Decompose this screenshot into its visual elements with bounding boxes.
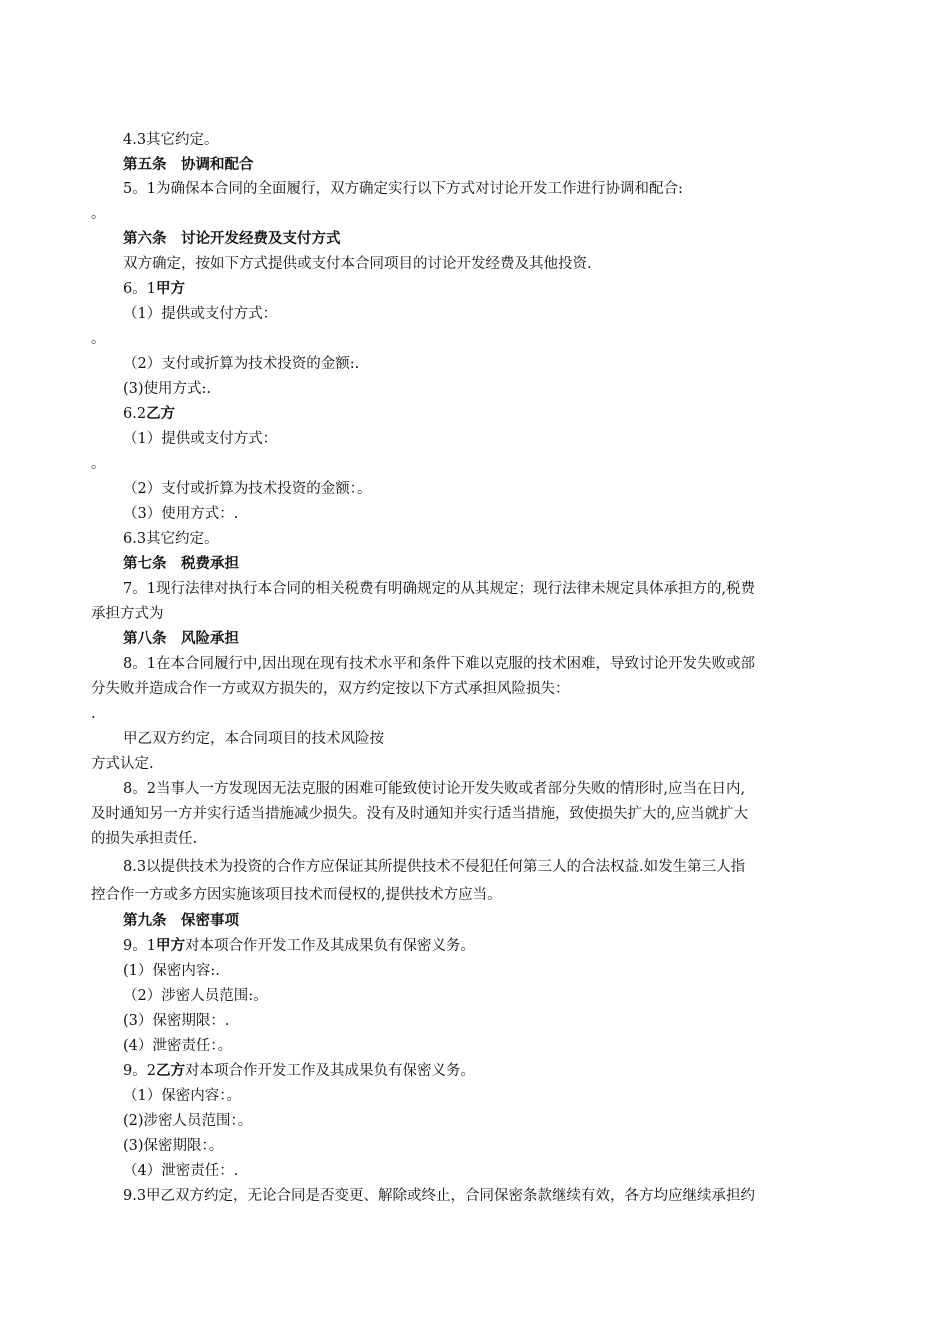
clause-8-3: 8.3以提供技术为投资的合作方应保证其所提供技术不侵犯任何第三人的合法权益.如发生第三人指 xyxy=(123,859,746,875)
article-9-heading: 第九条 保密事项 xyxy=(123,912,239,929)
clause-item: （2）支付或折算为技术投资的金额：。 xyxy=(123,481,372,497)
clause-8-2: 8。2当事人一方发现因无法克服的困难可能致使讨论开发失败或者部分失败的情形时,应当在日内, xyxy=(123,781,746,797)
clause-item: (3)使用方式:. xyxy=(123,381,212,397)
clause-number: 9。2 xyxy=(123,1063,156,1079)
clause-item: （1）提供或支付方式： xyxy=(123,431,278,447)
clause-item: （4）泄密责任：. xyxy=(123,1163,239,1179)
clause-item: （2）支付或折算为技术投资的金额:. xyxy=(123,356,360,372)
clause-item: (3）保密期限：. xyxy=(123,1013,230,1029)
clause-item: (4）泄密责任：。 xyxy=(123,1038,233,1054)
clause-number: 6.2 xyxy=(123,406,147,422)
clause-5-1: 5。1为确保本合同的全面履行，双方确定实行以下方式对讨论开发工作进行协调和配合: xyxy=(123,181,683,197)
clause-text: 对本项合作开发工作及其成果负有保密义务。 xyxy=(184,938,475,954)
blank-line: 。 xyxy=(91,456,106,472)
clause-7-1: 7。1现行法律对执行本合同的相关税费有明确规定的从其规定；现行法律未规定具体承担方的,税费 xyxy=(123,581,756,597)
article-6-heading: 第六条 讨论开发经费及支付方式 xyxy=(123,230,341,247)
clause-8-2-cont: 及时通知另一方并实行适当措施减少损失。没有及时通知并实行适当措施，致使损失扩大的,应当就扩大 xyxy=(91,806,749,822)
clause-number: 9。1 xyxy=(123,938,156,954)
article-7-heading: 第七条 税费承担 xyxy=(123,555,239,572)
clause-item: （2）涉密人员范围:。 xyxy=(123,988,268,1004)
blank-line: 。 xyxy=(91,206,106,222)
clause-4-3: 4.3其它约定。 xyxy=(123,132,219,148)
clause-8-3-cont: 控合作一方或多方因实施该项目技术而侵权的,提供技术方应当。 xyxy=(91,887,502,903)
clause-number: 6。1 xyxy=(123,281,156,297)
article-6-intro: 双方确定，按如下方式提供或支付本合同项目的讨论开发经费及其他投资. xyxy=(123,256,592,272)
clause-item: （1）保密内容：。 xyxy=(123,1088,241,1104)
clause-item: (3)保密期限：。 xyxy=(123,1138,224,1154)
risk-agreement: 甲乙双方约定，本合同项目的技术风险按 xyxy=(123,731,384,747)
clause-6-3: 6.3其它约定。 xyxy=(123,531,219,547)
clause-8-1: 8。1在本合同履行中,因出现在现有技术水平和条件下难以克服的技术困难，导致讨论开发失败或部 xyxy=(123,656,756,672)
clause-9-2 xyxy=(123,1062,475,1080)
clause-8-1-cont: 分失败并造成合作一方或双方损失的，双方约定按以下方式承担风险损失： xyxy=(91,681,570,697)
party-b-label: 乙方 xyxy=(146,405,176,422)
clause-item: (1）保密内容:. xyxy=(123,963,220,979)
clause-item: （3）使用方式：. xyxy=(123,506,239,522)
party-b-label: 乙方 xyxy=(155,1062,185,1079)
party-a-label: 甲方 xyxy=(155,280,185,297)
clause-item: （1）提供或支付方式： xyxy=(123,306,278,322)
blank-line: . xyxy=(91,706,96,722)
article-8-heading: 第八条 风险承担 xyxy=(123,630,239,647)
clause-text: 对本项合作开发工作及其成果负有保密义务。 xyxy=(184,1063,475,1079)
blank-line: 。 xyxy=(91,331,106,347)
clause-9-1 xyxy=(123,937,475,955)
clause-7-1-cont: 承担方式为 xyxy=(91,606,164,622)
article-5-heading: 第五条 协调和配合 xyxy=(123,156,254,173)
risk-agreement-cont: 方式认定. xyxy=(91,756,154,772)
clause-9-3: 9.3甲乙双方约定，无论合同是否变更、解除或终止，合同保密条款继续有效，各方均应继续承担约 xyxy=(123,1188,756,1204)
party-a-label: 甲方 xyxy=(155,937,185,954)
clause-item: (2)涉密人员范围：。 xyxy=(123,1113,253,1129)
clause-6-2 xyxy=(123,405,175,423)
clause-6-1 xyxy=(123,280,185,298)
clause-8-2-cont: 的损失承担责任. xyxy=(91,831,198,847)
